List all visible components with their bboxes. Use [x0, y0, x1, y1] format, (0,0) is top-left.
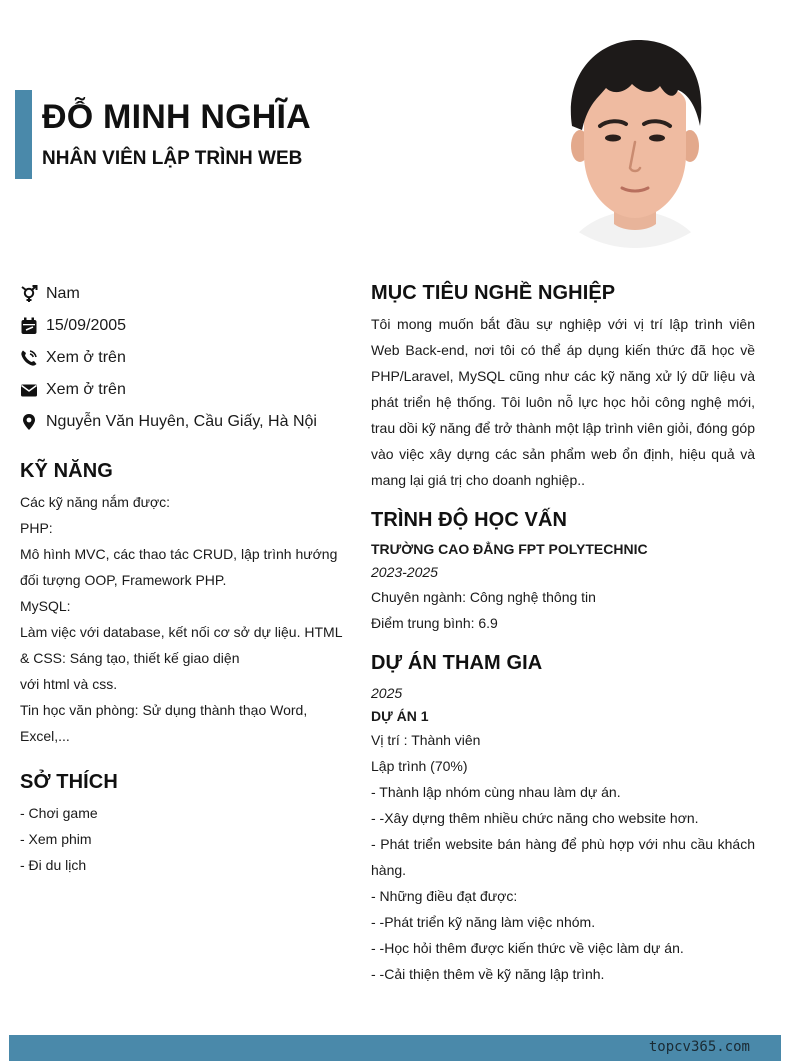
project-line: - -Cải thiện thêm về kỹ năng lập trình.	[371, 966, 605, 982]
envelope-icon	[20, 381, 38, 399]
projects-title: DỰ ÁN THAM GIA	[371, 652, 543, 674]
skill-line: PHP:	[20, 520, 53, 536]
education-school: TRƯỜNG CAO ĐẲNG FPT POLYTECHNIC	[371, 541, 648, 557]
skill-line: với html và css.	[20, 676, 118, 692]
project-details	[371, 727, 755, 987]
left-column	[20, 278, 342, 878]
education-period: 2023-2025	[371, 564, 438, 580]
contact-address	[20, 406, 342, 438]
birthday-text: 15/09/2005	[46, 317, 127, 334]
job-title: NHÂN VIÊN LẬP TRÌNH WEB	[42, 148, 303, 169]
address-text: Nguyễn Văn Huyên, Cầu Giấy, Hà Nội	[46, 413, 317, 430]
project-line: - -Học hỏi thêm được kiến thức về việc làm dự án.	[371, 940, 684, 956]
project-line: - Thành lập nhóm cùng nhau làm dự án.	[371, 784, 621, 800]
skills-list	[20, 489, 342, 749]
skill-line: Tin học văn phòng: Sử dụng thành thạo Word, Excel,...	[20, 702, 308, 744]
objective-text: Tôi mong muốn bắt đầu sự nghiệp với vị trí lập trình viên Web Back-end, nơi tôi có thể áp dụng kiến thức đã học về PHP/Laravel, MySQL cũng như các kỹ năng xử lý dữ liệu và phát triển hệ thống. Tôi luôn nỗ lực học hỏi công nghệ mới, trau dồi kỹ năng để trở thành một lập trình viên giỏi, đóng góp vào việc xây dựng các sản phẩm web ổn định, hiệu quả và mang lại giá trị cho doanh nghiệp..	[371, 316, 755, 488]
skills-title: KỸ NĂNG	[20, 460, 113, 482]
contact-phone	[20, 342, 342, 374]
hobbies-list	[20, 800, 342, 878]
skill-line: Làm việc với database, kết nối cơ sở dự liệu. HTML & CSS: Sáng tạo, thiết kế giao diện	[20, 624, 342, 666]
project-line: Vị trí : Thành viên	[371, 732, 481, 748]
contact-email	[20, 374, 342, 406]
project-year: 2025	[371, 685, 403, 701]
project-line: Lập trình (70%)	[371, 758, 468, 774]
footer-bar	[9, 1035, 781, 1061]
skill-line: MySQL:	[20, 598, 71, 614]
hobby-item: - Xem phim	[20, 831, 92, 847]
footer-brand: topcv365.com	[648, 1039, 750, 1055]
right-column	[371, 282, 755, 987]
education-major: Chuyên ngành: Công nghệ thông tin	[371, 589, 596, 605]
location-pin-icon	[20, 413, 38, 431]
calendar-icon	[20, 317, 38, 335]
objective-title: MỤC TIÊU NGHỀ NGHIỆP	[371, 282, 616, 304]
email-text: Xem ở trên	[46, 381, 126, 398]
candidate-name: ĐỖ MINH NGHĨA	[42, 98, 311, 136]
contact-gender	[20, 278, 342, 310]
phone-text: Xem ở trên	[46, 349, 126, 366]
header-accent-bar	[15, 90, 32, 179]
project-line: - Phát triển website bán hàng để phù hợp với nhu cầu khách hàng.	[371, 836, 755, 878]
contact-birthday	[20, 310, 342, 342]
hobby-item: - Chơi game	[20, 805, 98, 821]
education-gpa: Điểm trung bình: 6.9	[371, 615, 498, 631]
hobby-item: - Đi du lịch	[20, 857, 87, 873]
project-line: - -Xây dựng thêm nhiều chức năng cho website hơn.	[371, 810, 699, 826]
phone-icon	[20, 349, 38, 367]
gender-icon	[20, 285, 38, 303]
profile-photo	[528, 34, 742, 248]
project-line: - Những điều đạt được:	[371, 888, 518, 904]
project-line: - -Phát triển kỹ năng làm việc nhóm.	[371, 914, 596, 930]
education-title: TRÌNH ĐỘ HỌC VẤN	[371, 509, 568, 531]
skill-line: Mô hình MVC, các thao tác CRUD, lập trình hướng đối tượng OOP, Framework PHP.	[20, 546, 338, 588]
project-name: DỰ ÁN 1	[371, 708, 429, 724]
skill-line: Các kỹ năng nắm được:	[20, 494, 171, 510]
gender-text: Nam	[46, 285, 80, 302]
hobbies-title: SỞ THÍCH	[20, 771, 118, 793]
